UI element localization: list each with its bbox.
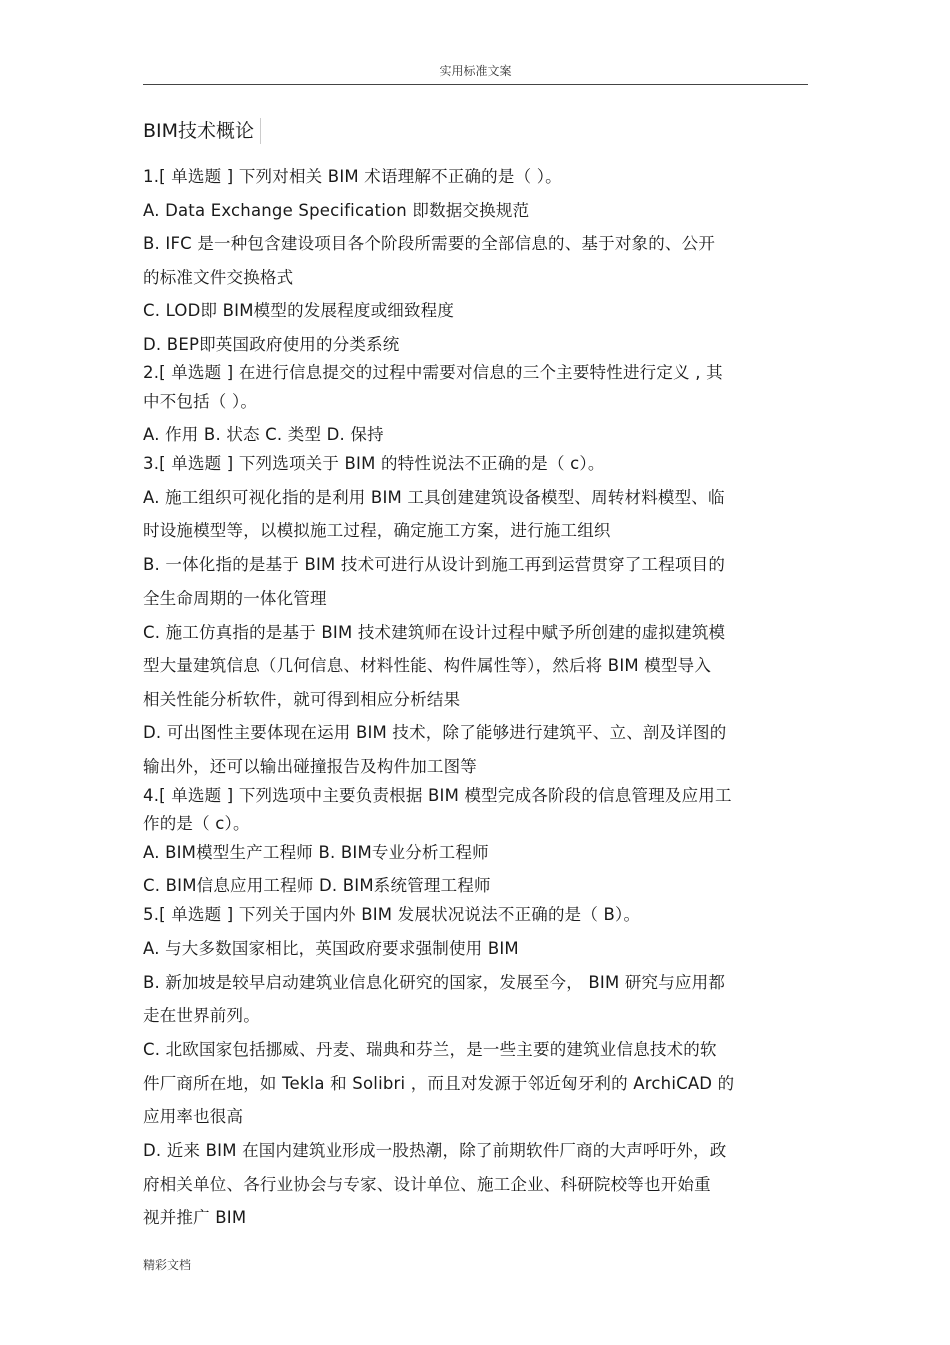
header-divider: [143, 84, 808, 85]
text-line: A. Data Exchange Specification 即数据交换规范: [143, 201, 530, 220]
text-line: C. BIM信息应用工程师 D. BIM系统管理工程师: [143, 876, 491, 895]
text-line: 4.[ 单选题 ] 下列选项中主要负责根据 BIM 模型完成各阶段的信息管理及应用工: [143, 786, 732, 805]
text-line: 中不包括（ ）。: [143, 392, 258, 411]
text-line: A. 作用 B. 状态 C. 类型 D. 保持: [143, 425, 384, 444]
page-header: 实用标准文案: [439, 64, 512, 78]
text-line: 相关性能分析软件，就可得到相应分析结果: [143, 690, 461, 709]
text-line: 1.[ 单选题 ] 下列对相关 BIM 术语理解不正确的是（ ）。: [143, 167, 562, 186]
text-line: 2.[ 单选题 ] 在进行信息提交的过程中需要对信息的三个主要特性进行定义 , 其: [143, 363, 723, 382]
text-line: 3.[ 单选题 ] 下列选项关于 BIM 的特性说法不正确的是（ c）。: [143, 454, 605, 473]
text-line: 府相关单位、各行业协会与专家、设计单位、施工企业、科研院校等也开始重: [143, 1175, 711, 1194]
text-line: D. BEP即英国政府使用的分类系统: [143, 335, 400, 354]
text-line: A. 与大多数国家相比，英国政府要求强制使用 BIM: [143, 939, 519, 958]
text-line: D. 可出图性主要体现在运用 BIM 技术，除了能够进行建筑平、立、剖及详图的: [143, 723, 727, 742]
text-line: B. IFC 是一种包含建设项目各个阶段所需要的全部信息的、基于对象的、公开: [143, 234, 716, 253]
text-line: B. 一体化指的是基于 BIM 技术可进行从设计到施工再到运营贯穿了工程项目的: [143, 555, 726, 574]
text-line: D. 近来 BIM 在国内建筑业形成一股热潮，除了前期软件厂商的大声呼吁外，政: [143, 1141, 727, 1160]
text-line: 全生命周期的一体化管理: [143, 589, 327, 608]
text-line: 输出外，还可以输出碰撞报告及构件加工图等: [143, 757, 477, 776]
text-line: 视并推广 BIM: [143, 1208, 247, 1227]
text-line: C. 施工仿真指的是基于 BIM 技术建筑师在设计过程中赋予所创建的虚拟建筑模: [143, 623, 726, 642]
text-line: 时设施模型等，以模拟施工过程，确定施工方案，进行施工组织: [143, 521, 611, 540]
text-line: 件厂商所在地，如 Tekla 和 Solibri ，而且对发源于邻近匈牙利的 ArchiCAD 的: [143, 1074, 735, 1093]
text-line: 5.[ 单选题 ] 下列关于国内外 BIM 发展状况说法不正确的是（ B）。: [143, 905, 641, 924]
text-line: 应用率也很高: [143, 1107, 244, 1126]
text-line: A. BIM模型生产工程师 B. BIM专业分析工程师: [143, 843, 489, 862]
page-footer: 精彩文档: [143, 1258, 192, 1272]
text-line: A. 施工组织可视化指的是利用 BIM 工具创建建筑设备模型、周转材料模型、临: [143, 488, 725, 507]
document-title: BIM技术概论: [143, 118, 261, 144]
text-line: 的标准文件交换格式: [143, 268, 294, 287]
text-line: C. 北欧国家包括挪威、丹麦、瑞典和芬兰，是一些主要的建筑业信息技术的软: [143, 1040, 717, 1059]
text-line: B. 新加坡是较早启动建筑业信息化研究的国家，发展至今， BIM 研究与应用都: [143, 973, 726, 992]
text-line: 作的是（ c）。: [143, 814, 250, 833]
text-line: C. LOD即 BIM模型的发展程度或细致程度: [143, 301, 455, 320]
text-line: 型大量建筑信息（几何信息、材料性能、构件属性等），然后将 BIM 模型导入: [143, 656, 712, 675]
text-line: 走在世界前列。: [143, 1006, 260, 1025]
